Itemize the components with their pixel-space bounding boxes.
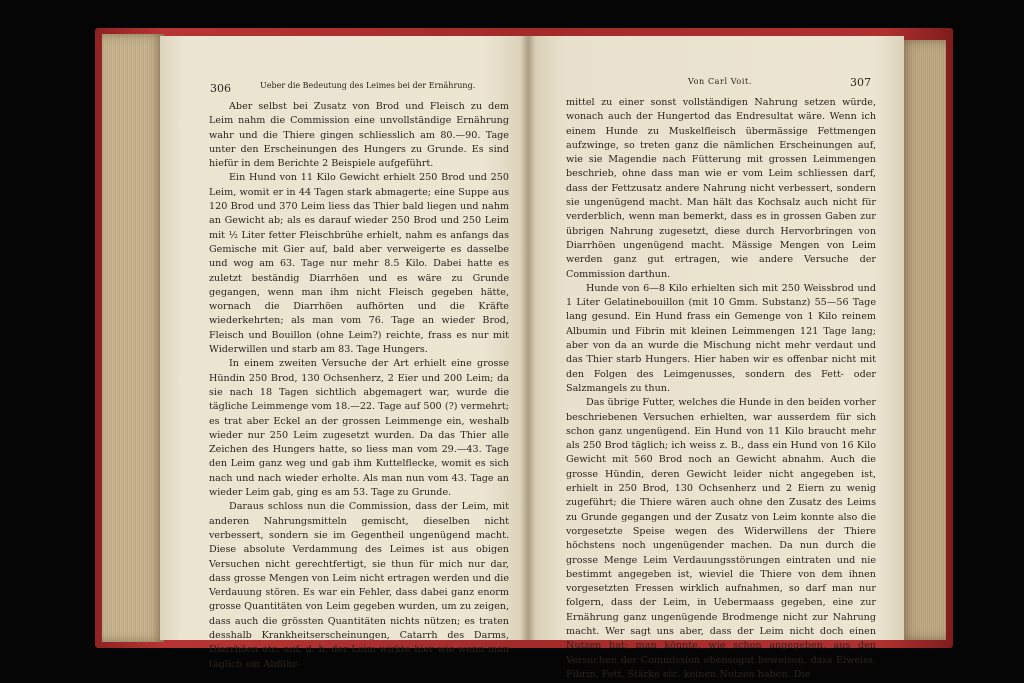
paragraph: Daraus schloss nun die Commission, dass der Leim, mit anderen Nahrungsmitteln gemischt, dieselben nicht verbessert, sondern sie im Gegentheil ungenügend macht. Diese absolute Verdammung des Leimes ist aus obigen Versuchen nicht gerechtfertigt, sie thun für mich nur dar, dass grosse Mengen von Leim nicht ertragen werden und die Verdauung stören. Es war ein Fehler, dass dabei ganz enorm grosse Quantitäten von Leim gegeben wurden, um zu zeigen, dass auch die grössten Quantitäten nichts nützen; es traten desshalb Krankheitserscheinungen, Catarrh des Darms, Diarrhöen etc. auf, d. h. der Leim wirkte hier wie wenn man täglich ein Abführ- bbox=[209, 501, 509, 670]
paragraph: Hunde von 6—8 Kilo erhielten sich mit 250 Weissbrod und 1 Liter Gelatinebouillon (mit 10 Gmm. Substanz) 55—56 Tage lang gesund. Ein Hund frass ein Gemenge von 1 Kilo reinem Albumin und Fibrin mit kleinen Leimmengen 121 Tage lang; aber von da an wurde die Mischung nicht mehr verdaut und das Thier starb Hungers. Hier haben wir es offenbar nicht mit den Folgen des Leimgenusses, sondern des Fett- oder Salzmangels zu thun. bbox=[566, 282, 876, 394]
paragraph: Das übrige Futter, welches die Hunde in den beiden vorher beschriebenen Versuchen erhielten, war ausserdem für sich schon ganz ungenügend. Ein Hund von 11 Kilo braucht mehr als 250 Brod täglich; ich weiss z. B., dass ein Hund von 16 Kilo Gewicht mit 560 Brod noch an Gewicht abnahm. Auch die grosse Hündin, deren Gewicht leider nicht angegeben ist, erhielt in 250 Brod, 130 Ochsenherz und 2 Eiern zu wenig zugeführt; die Thiere wären auch ohne den Zusatz des Leims zu Grunde gegangen und der Zusatz von Leim konnte also die vorgesetzte Speise wegen des Widerwillens der Thiere höchstens noch ungenügender machen. Da nun durch die grosse Menge Leim Verdauungsstörungen eintraten und nie bestimmt angegeben ist, wieviel die Thiere von dem ihnen vorgesetzten Fressen wirklich aufnahmen, so darf man nur folgern, dass der Leim, in Uebermaass gegeben, eine zur Ernährung ganz ungenügende Brodmenge nicht zur Nahrung macht. Wer sagt uns aber, dass der Leim nicht doch einen Nutzen hat; man könnte, wie schon angegeben, aus den Versuchen der Commission ebensogut beweisen, dass Eiweiss, Fibrin, Fett, Stärke etc. keinen Nutzen haben. Die bbox=[566, 397, 876, 680]
running-head: Von Carl Voit. bbox=[688, 77, 752, 86]
left-page bbox=[160, 36, 528, 670]
paragraph: In einem zweiten Versuche der Art erhielt eine grosse Hündin 250 Brod, 130 Ochsenherz, 2 Eier und 200 Leim; da sie nach 18 Tagen sichtlich abgemagert war, wurde die tägliche Leimmenge vom 18.—22. Tage auf 500 (?) vermehrt; es trat aber Eckel an der grossen Leimmenge ein, weshalb wieder nur 250 Leim zugesetzt wurden. Da das Thier alle Zeichen des Hungers hatte, so liess man vom 29.—43. Tage den Leim ganz weg und gab ihm Kuttelflecke, womit es sich nach und nach wieder erholte. Als man nun vom 43. Tage an wieder Leim gab, ging es am 53. Tage zu Grunde. bbox=[209, 358, 509, 499]
page-number: 306 bbox=[210, 82, 231, 95]
page-body bbox=[566, 96, 876, 682]
paragraph: Aber selbst bei Zusatz von Brod und Fleisch zu dem Leim nahm die Commission eine unvollständige Ernährung wahr und die Thiere gingen schliesslich am 80.—90. Tage unter den Erscheinungen des Hungers zu Grunde. Es sind hiefür in dem Berichte 2 Beispiele aufgeführt. bbox=[209, 101, 509, 170]
right-page bbox=[528, 36, 904, 680]
paragraph: mittel zu einer sonst vollständigen Nahrung setzen würde, wonach auch der Hungertod das Endresultat wäre. Wenn ich einem Hunde zu Muskelfleisch übermässige Fettmengen aufzwinge, so treten ganz die nämlichen Erscheinungen auf, wie sie Magendie nach Fütterung mit grossen Leimmengen beschrieb, ohne dass man wie er vom Leim schliessen darf, dass der Fettzusatz andere Nahrung nicht verbessert, sondern sie ungenügend macht. Man hält das Kochsalz auch nicht für verderblich, wenn man bemerkt, dass es in grossen Gaben zur übrigen Nahrung zugesetzt, diese durch Hervorbringen von Diarrhöen ungenügend macht. Mässige Mengen von Leim werden ganz gut ertragen, wie andere Versuche der Commission darthun. bbox=[566, 97, 876, 280]
book-gutter bbox=[520, 36, 536, 640]
page-body bbox=[209, 100, 509, 672]
paragraph: Ein Hund von 11 Kilo Gewicht erhielt 250 Brod und 250 Leim, womit er in 44 Tagen stark abmagerte; eine Suppe aus 120 Brod und 370 Leim liess das Thier bald liegen und nahm an Gewicht ab; als es darauf wieder 250 Brod und 250 Leim mit ½ Liter fetter Fleischbrühe erhielt, nahm es anfangs das Gemische mit Gier auf, bald aber verweigerte es dasselbe und wog am 63. Tage nur mehr 8.5 Kilo. Dabei hatte es zuletzt beständig Diarrhöen und es wäre zu Grunde gegangen, wenn man ihm nicht Fleisch gegeben hätte, wornach die Diarrhöen aufhörten und die Kräfte wiederkehrten; als man vom 76. Tage an wieder Brod, Fleisch und Bouillon (ohne Leim?) reichte, frass es nur mit Widerwillen und starb am 83. Tage Hungers. bbox=[209, 172, 509, 356]
page-edges-left bbox=[102, 34, 164, 642]
page-number: 307 bbox=[850, 76, 871, 89]
page-edges-right bbox=[900, 40, 946, 640]
running-head: Ueber die Bedeutung des Leimes bei der Ernährung. bbox=[260, 81, 476, 90]
